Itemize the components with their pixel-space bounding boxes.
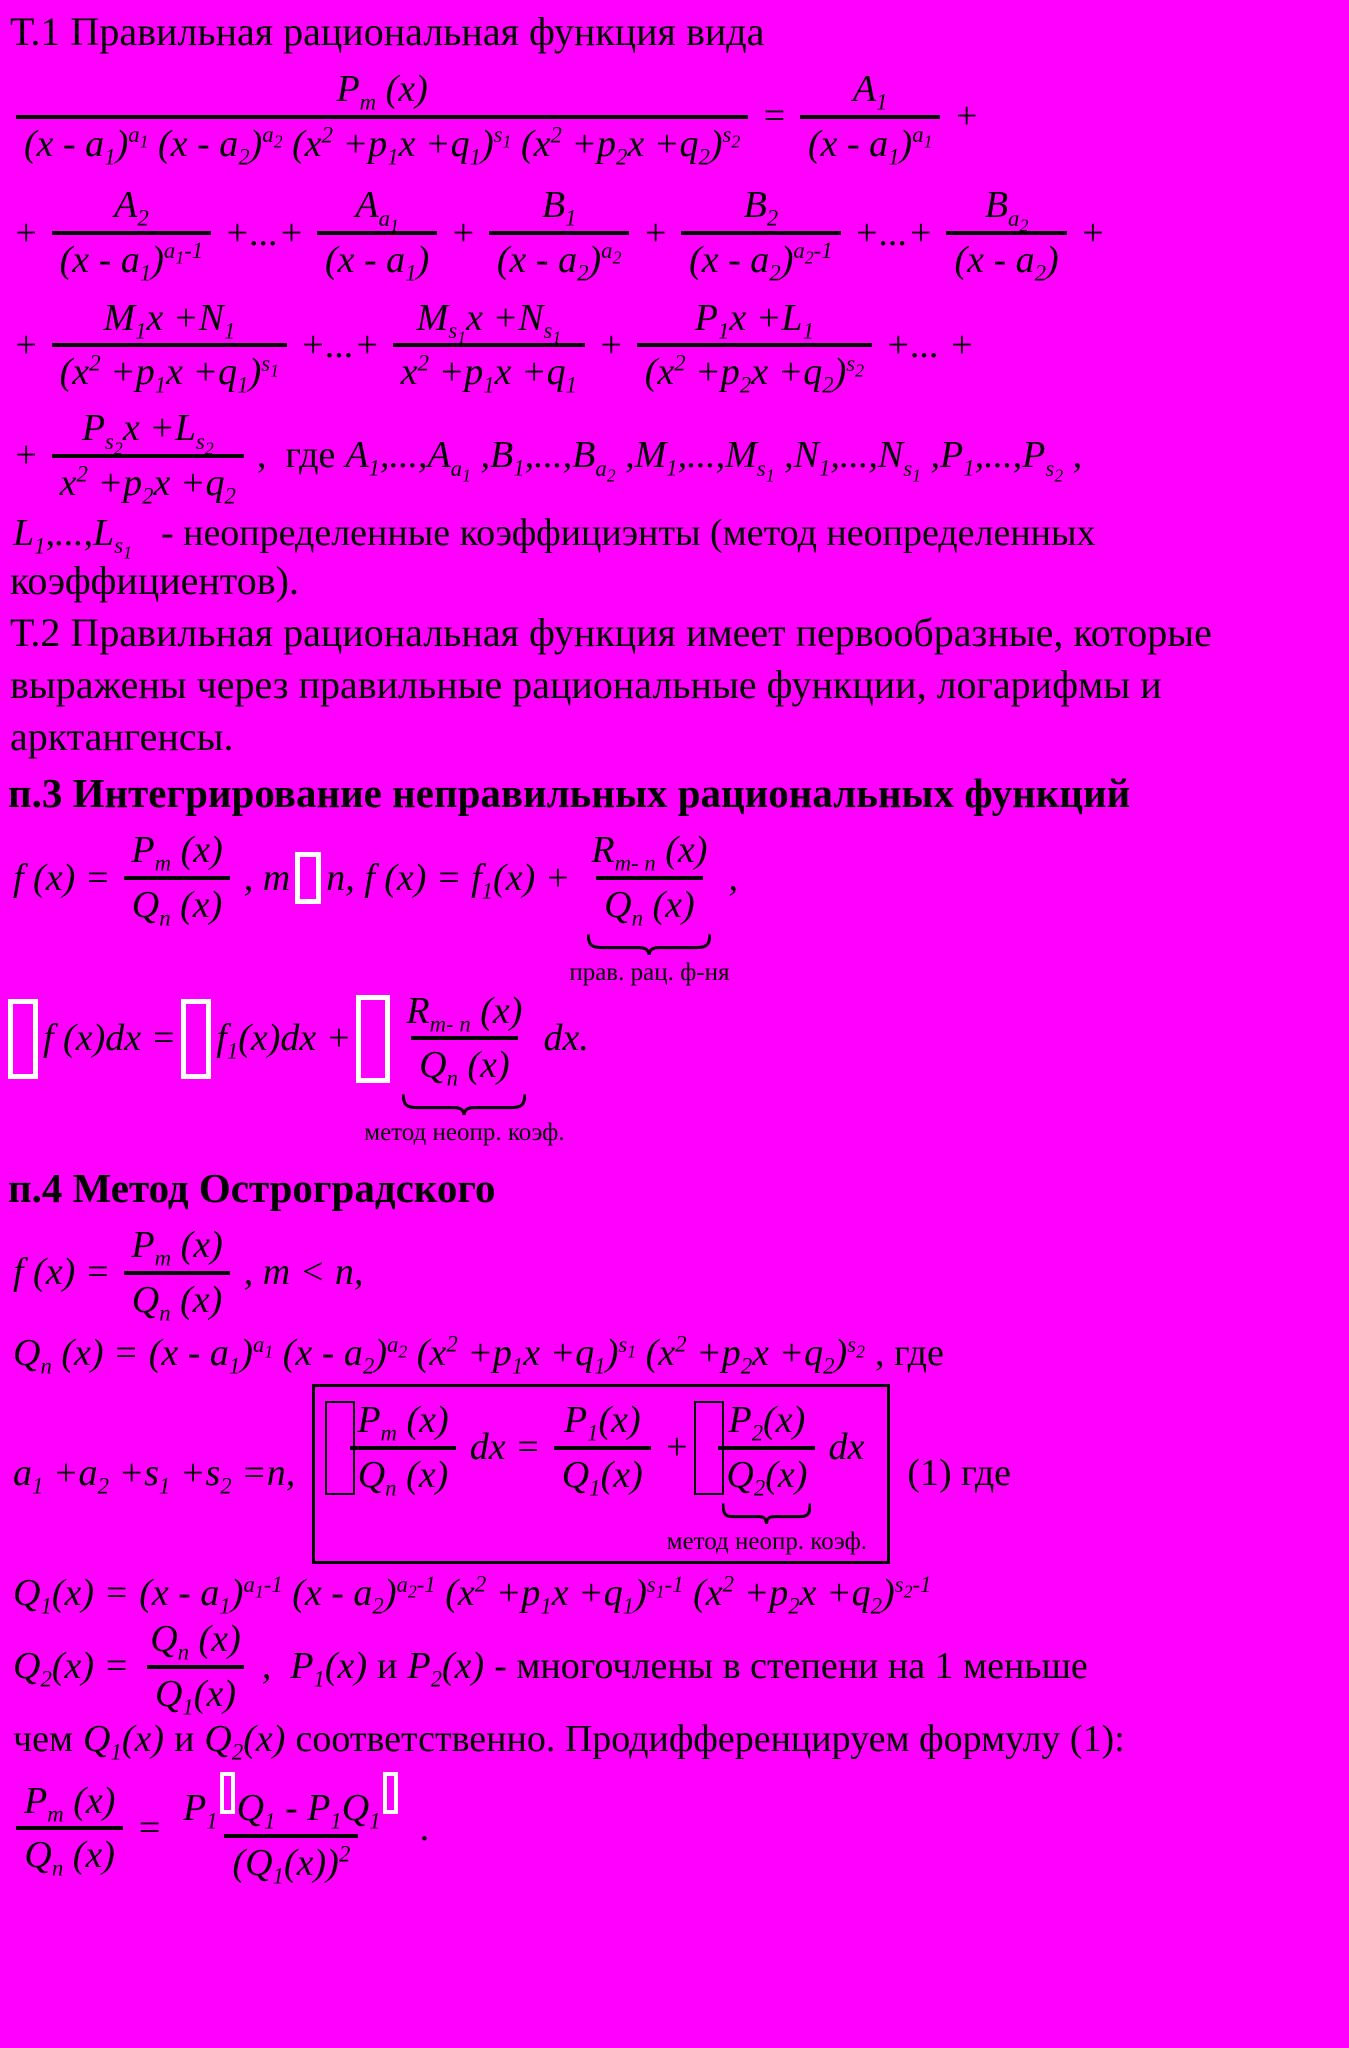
math-text: +... + [885, 324, 975, 367]
fraction [946, 182, 1066, 284]
fraction [554, 1397, 651, 1499]
fraction [123, 1222, 230, 1324]
numerator: $Q_n$ (x) [150, 1618, 241, 1665]
numerator: $P_m$ (x) [131, 1223, 223, 1271]
numerator: $P_1(x)$ [563, 1399, 641, 1446]
math-text: $Q_1(x)$ [83, 1718, 165, 1766]
denominator: $Q_n$ (x) [411, 1036, 518, 1090]
math-text: $f_1(x)dx$ + [216, 1016, 352, 1064]
denominator: $(x - a_1)^{a_1-1}$ [52, 231, 212, 285]
numerator: $R_{m- n}$ (x) [591, 829, 708, 876]
numerator: $P_1x +L_1$ [694, 296, 814, 344]
numerator: $B_2$ [743, 184, 779, 231]
eq-fx-proper [8, 1222, 1343, 1324]
plain-text: , где [256, 434, 336, 477]
math-text: + [13, 211, 39, 254]
plain-text: (1) где [907, 1452, 1012, 1495]
eq-qn-factorization [8, 1331, 1343, 1379]
denominator: $(x^2 +p_2x +q_2)^{s_2}$ [637, 343, 872, 397]
math-text: . [420, 1806, 431, 1849]
fraction [800, 66, 941, 168]
heading-t1: Т.1 Правильная рациональная функция вида [10, 9, 765, 54]
eq-ostrogradsky-boxed [8, 1384, 1343, 1564]
fraction [123, 827, 230, 929]
denominator: $Q_n$ (x) [350, 1446, 457, 1500]
fraction [364, 988, 565, 1146]
numerator: $P_m$ (x) [336, 68, 428, 115]
math-text: + [663, 1426, 690, 1469]
math-text: + [953, 95, 980, 138]
denominator: $Q_1(x)$ [554, 1446, 651, 1500]
math-text: , m [243, 856, 291, 899]
eq-q1-factorization [8, 1571, 1343, 1619]
eq-partial-fractions-line4 [8, 405, 1343, 507]
numerator: $P_m$ (x) [24, 1779, 116, 1827]
plain-text: соответственно. Продифференцируем формулу (1): [295, 1718, 1125, 1761]
denominator: $(Q_1(x))^2$ [224, 1834, 358, 1888]
denominator: $Q_1(x)$ [147, 1665, 244, 1719]
plain-text: , где [874, 1332, 944, 1375]
underbrace-icon [587, 932, 711, 956]
math-text: $P_2(x)$ [407, 1645, 485, 1692]
math-text: + [13, 434, 39, 477]
math-text: $A_1,...,A_{a_1}$ $,B_1,...,B_{a_2}$ $,M_1,...,M_{s_1}$ $,N_1,...,N_{s_1}$ $,P_1,...,P_{s_2}$ , [345, 434, 1083, 486]
numerator: $R_{m- n}$ (x) [406, 989, 523, 1037]
math-text: $(x - a_1)^{a_1}$ $(x - a_2)^{a_2}$ $(x^2 +p_1x +q_1)^{s_1}$ $(x^2 +p_2x +q_2)^{s_2}$ [148, 1331, 865, 1379]
math-text: dx = [469, 1426, 541, 1469]
math-text: n, f $(x) = f_1(x)$ + [326, 856, 571, 904]
eq-note-degrees [8, 1718, 1343, 1766]
math-text: $(x - a_1)^{a_1-1}$ $(x - a_2)^{a_2-1}$ $(x^2 +p_1x +q_1)^{s_1-1}$ $(x^2 +p_2x +q_2)^{s_2-1}$ [139, 1571, 932, 1619]
math-text: $a_1 +a_2 +s_1 +s_2 =n$, [13, 1452, 296, 1499]
eq-differentiated [8, 1770, 1343, 1887]
plain-text: и [377, 1645, 398, 1688]
eq-partial-fractions-line2 [8, 182, 1343, 284]
paragraph-t2-line1: Т.2 Правильная рациональная функция имеет первообразные, которые [10, 610, 1212, 656]
denominator: $Q_2(x)$ [718, 1446, 815, 1500]
math-text: , [728, 856, 738, 899]
fraction [637, 295, 872, 397]
denominator: $(x - a_1)^{a_1}$ $(x - a_2)^{a_2}$ $(x^2 +p_1x +q_1)^{s_1}$ $(x^2 +p_2x +q_2)^{s_2}$ [16, 115, 748, 169]
denominator: $(x - a_2)^{a_2}$ [489, 231, 630, 285]
fraction [317, 182, 437, 284]
denominator: $(x - a_1)^{a_1}$ [800, 115, 941, 169]
fraction [569, 827, 730, 986]
equation-frame [312, 1384, 890, 1564]
denominator: $Q_n$ (x) [124, 1271, 231, 1325]
heading-p4: п.4 Метод Остроградского [8, 1164, 496, 1211]
paragraph-t2-line3: арктангенсы. [10, 714, 234, 760]
math-text: dx. [543, 1016, 589, 1059]
math-text: f (x) = [13, 1251, 111, 1294]
missing-glyph-box [356, 995, 390, 1083]
fraction [393, 295, 585, 397]
fraction [52, 295, 287, 397]
fraction [142, 1616, 249, 1718]
coefficients-note-line2: коэффициентов). [10, 558, 299, 604]
missing-glyph-box [325, 1401, 355, 1495]
math-text: +...+ [224, 211, 304, 254]
missing-glyph-box [8, 999, 38, 1079]
denominator: $x^2 +p_2x +q_2$ [52, 454, 244, 508]
plain-text: - неопределенные коэффициэнты (метод неопределенных [141, 511, 1096, 554]
math-text: +...+ [300, 324, 380, 367]
missing-glyph-box [383, 1772, 398, 1814]
numerator: $A_1$ [852, 68, 888, 115]
math-text: + [13, 324, 39, 367]
eq-q2-definition [8, 1616, 1343, 1718]
underbrace-label: прав. рац. ф-ня [569, 958, 730, 986]
paragraph-t2-line2: выражены через правильные рациональные функции, логарифмы и [10, 662, 1162, 708]
underbrace-label: метод неопр. коэф. [666, 1528, 868, 1556]
fraction [52, 405, 244, 507]
numerator: $A_{a_1}$ [355, 184, 399, 236]
fraction [349, 1397, 456, 1499]
math-text: f (x)dx = [43, 1016, 177, 1059]
denominator: $(x - a_1)$ [317, 231, 437, 285]
numerator: $M_1x +N_1$ [103, 296, 236, 344]
denominator: $(x^2 +p_1x +q_1)^{s_1}$ [52, 343, 287, 397]
denominator: $Q_n$ (x) [124, 876, 231, 930]
missing-glyph-box [220, 1772, 235, 1814]
math-text: = [136, 1806, 163, 1849]
numerator: $B_{a_2}$ [984, 184, 1029, 236]
denominator: $Q_n$ (x) [596, 876, 703, 930]
missing-glyph-box [694, 1401, 724, 1495]
denominator: $(x - a_2)$ [946, 231, 1066, 285]
eq-integral-split [8, 988, 1343, 1146]
denominator: $(x - a_2)^{a_2-1}$ [681, 231, 841, 285]
denominator: $Q_n$ (x) [16, 1826, 123, 1880]
missing-glyph-box [295, 852, 321, 904]
math-text: + [598, 324, 624, 367]
numerator: $B_1$ [541, 184, 577, 231]
fraction [489, 182, 630, 284]
numerator: $P_1$ $Q_1 - P_1Q_1$ [175, 1770, 408, 1834]
math-text: $Q_n$ (x) = [13, 1332, 139, 1379]
math-text: + [450, 211, 476, 254]
underbrace-icon [722, 1501, 811, 1525]
math-text: , m < n, [243, 1251, 364, 1294]
math-text: f (x) = [13, 856, 111, 899]
numerator: $P_2(x)$ [728, 1399, 806, 1446]
math-text: + [1079, 211, 1106, 254]
heading-p3: п.3 Интегрирование неправильных рациональных функций [8, 770, 1131, 817]
math-text: +...+ [853, 211, 934, 254]
math-text: $Q_2(x)$ = [13, 1645, 130, 1692]
coefficients-note-line1 [8, 511, 1343, 563]
fraction [16, 1778, 123, 1880]
eq-partial-fractions-line1 [8, 66, 1343, 168]
underbrace-label: метод неопр. коэф. [364, 1118, 565, 1146]
fraction [681, 182, 841, 284]
math-text: $Q_1(x)$ = [13, 1572, 130, 1619]
fraction [16, 66, 748, 168]
math-text: $L_1,...,L_{s_1}$ [13, 511, 132, 563]
math-text: $Q_2(x)$ [204, 1718, 286, 1766]
underbrace-icon [402, 1092, 526, 1116]
numerator: $P_m$ (x) [357, 1399, 449, 1446]
math-text: dx [828, 1426, 865, 1469]
numerator: $A_2$ [114, 184, 149, 231]
numerator: $P_{s_2}x +L_{s_2}$ [81, 407, 214, 459]
math-text: = [761, 95, 787, 138]
eq-partial-fractions-line3 [8, 295, 1343, 397]
numerator: $M_{s_1}x +N_{s_1}$ [416, 296, 562, 348]
eq-improper-function [8, 827, 1343, 986]
plain-text: - многочлены в степени на 1 меньше [494, 1645, 1088, 1688]
math-text: + [642, 211, 669, 254]
fraction [52, 182, 212, 284]
denominator: $x^2 +p_1x +q_1$ [393, 343, 585, 397]
math-text: , $P_1(x)$ [261, 1645, 368, 1692]
numerator: $P_m$ (x) [131, 829, 223, 876]
plain-text: чем [13, 1718, 74, 1761]
plain-text: и [174, 1718, 195, 1761]
missing-glyph-box [181, 999, 211, 1079]
fraction [175, 1770, 408, 1887]
